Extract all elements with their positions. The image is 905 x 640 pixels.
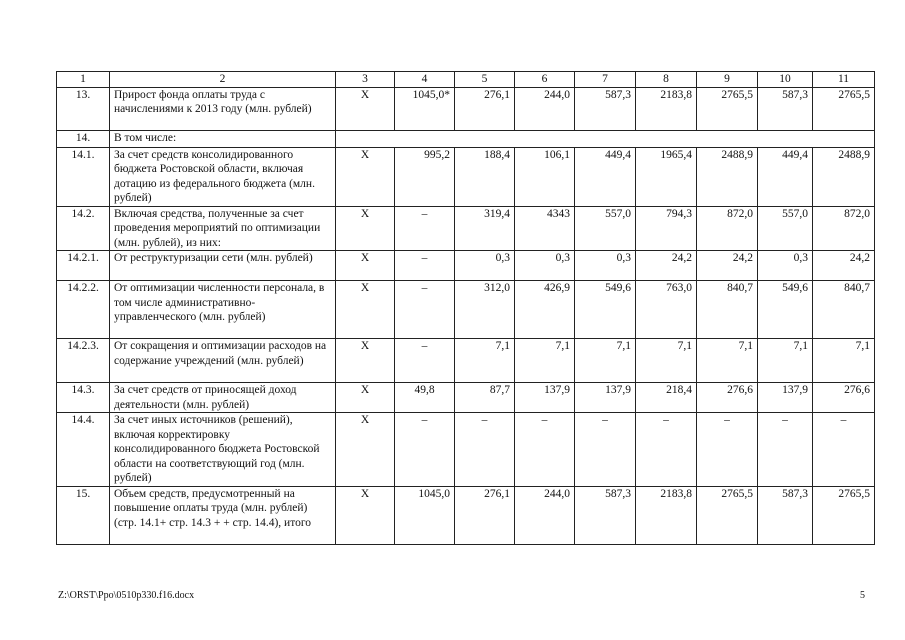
cell: 276,6 — [813, 383, 875, 413]
cell: 244,0 — [515, 87, 575, 130]
cell: 7,1 — [575, 339, 636, 383]
row-number: 14.2.3. — [57, 339, 110, 383]
header-cell: 2 — [110, 72, 336, 88]
cell: 587,3 — [758, 486, 813, 544]
cell: X — [336, 87, 395, 130]
table-row — [57, 87, 875, 130]
cell: 1965,4 — [636, 147, 697, 206]
table-row — [57, 206, 875, 251]
cell: 7,1 — [813, 339, 875, 383]
cell: 449,4 — [575, 147, 636, 206]
cell: 549,6 — [758, 281, 813, 339]
cell: 276,1 — [455, 486, 515, 544]
cell: X — [336, 147, 395, 206]
cell: 87,7 — [455, 383, 515, 413]
cell: 2488,9 — [697, 147, 758, 206]
row-number: 14.2.2. — [57, 281, 110, 339]
table-row — [57, 147, 875, 206]
data-table — [56, 71, 875, 545]
cell: X — [336, 206, 395, 251]
header-cell: 11 — [813, 72, 875, 88]
cell: 557,0 — [575, 206, 636, 251]
cell: 794,3 — [636, 206, 697, 251]
cell: 319,4 — [455, 206, 515, 251]
header-cell: 5 — [455, 72, 515, 88]
cell: X — [336, 413, 395, 487]
cell: – — [455, 413, 515, 487]
cell: 244,0 — [515, 486, 575, 544]
cell: 872,0 — [697, 206, 758, 251]
cell: – — [395, 281, 455, 339]
cell: 218,4 — [636, 383, 697, 413]
cell: 426,9 — [515, 281, 575, 339]
cell: – — [636, 413, 697, 487]
header-cell: 6 — [515, 72, 575, 88]
cell: 49,8 — [395, 383, 455, 413]
cell: 763,0 — [636, 281, 697, 339]
cell: – — [395, 339, 455, 383]
table-row — [57, 383, 875, 413]
table-row — [57, 413, 875, 487]
row-description: За счет средств от приносящей доход деятельности (млн. рублей) — [110, 383, 336, 413]
cell: 7,1 — [758, 339, 813, 383]
footer-page-number: 5 — [860, 590, 865, 601]
header-cell: 8 — [636, 72, 697, 88]
cell: – — [395, 413, 455, 487]
cell: 7,1 — [636, 339, 697, 383]
cell: 2765,5 — [697, 486, 758, 544]
cell: 137,9 — [758, 383, 813, 413]
cell: 24,2 — [636, 251, 697, 281]
header-row — [57, 72, 875, 88]
cell: 840,7 — [697, 281, 758, 339]
row-number: 14.2. — [57, 206, 110, 251]
cell: 0,3 — [575, 251, 636, 281]
header-cell: 4 — [395, 72, 455, 88]
cell: – — [758, 413, 813, 487]
cell: 2765,5 — [813, 87, 875, 130]
cell: 0,3 — [758, 251, 813, 281]
row-number: 14.2.1. — [57, 251, 110, 281]
cell: 2765,5 — [697, 87, 758, 130]
header-cell: 10 — [758, 72, 813, 88]
cell: 7,1 — [455, 339, 515, 383]
cell: 276,6 — [697, 383, 758, 413]
row-description: За счет иных источников (решений), включая корректировку консолидированного бюджета Ростовской области на соответствующий год (млн. рублей) — [110, 413, 336, 487]
cell: 106,1 — [515, 147, 575, 206]
cell: – — [395, 251, 455, 281]
cell: 188,4 — [455, 147, 515, 206]
cell: X — [336, 383, 395, 413]
cell: 2183,8 — [636, 486, 697, 544]
cell: 549,6 — [575, 281, 636, 339]
row-description: От оптимизации численности персонала, в том числе административно-управленческого (млн. рублей) — [110, 281, 336, 339]
footer-file-path: Z:\ORST\Ppo\0510p330.f16.docx — [58, 590, 195, 601]
cell: 137,9 — [575, 383, 636, 413]
header-cell: 7 — [575, 72, 636, 88]
cell: – — [575, 413, 636, 487]
row-description: Объем средств, предусмотренный на повышение оплаты труда (млн. рублей) (стр. 14.1+ стр. 14.3 + + стр. 14.4), итого — [110, 486, 336, 544]
cell: 587,3 — [758, 87, 813, 130]
header-cell: 1 — [57, 72, 110, 88]
header-cell: 9 — [697, 72, 758, 88]
cell: – — [697, 413, 758, 487]
cell: – — [395, 206, 455, 251]
cell: 276,1 — [455, 87, 515, 130]
row-description: Включая средства, полученные за счет проведения мероприятий по оптимизации (млн. рублей), из них: — [110, 206, 336, 251]
row-number: 14.4. — [57, 413, 110, 487]
cell: 4343 — [515, 206, 575, 251]
cell: X — [336, 486, 395, 544]
cell: 0,3 — [515, 251, 575, 281]
row-number: 14.1. — [57, 147, 110, 206]
row-description: От реструктуризации сети (млн. рублей) — [110, 251, 336, 281]
row-number: 13. — [57, 87, 110, 130]
cell: 7,1 — [515, 339, 575, 383]
row-description: Прирост фонда оплаты труда с начислениями к 2013 году (млн. рублей) — [110, 87, 336, 130]
empty-merged-cell — [336, 130, 875, 147]
cell: X — [336, 281, 395, 339]
cell: 312,0 — [455, 281, 515, 339]
cell: X — [336, 251, 395, 281]
cell: 1045,0* — [395, 87, 455, 130]
table-row — [57, 281, 875, 339]
cell: – — [813, 413, 875, 487]
row-number: 14.3. — [57, 383, 110, 413]
cell: 587,3 — [575, 87, 636, 130]
cell: 0,3 — [455, 251, 515, 281]
row-description: За счет средств консолидированного бюджета Ростовской области, включая дотацию из федерального бюджета (млн. рублей) — [110, 147, 336, 206]
cell: 872,0 — [813, 206, 875, 251]
cell: 7,1 — [697, 339, 758, 383]
cell: 557,0 — [758, 206, 813, 251]
cell: 2765,5 — [813, 486, 875, 544]
cell: 24,2 — [697, 251, 758, 281]
header-cell: 3 — [336, 72, 395, 88]
cell: 840,7 — [813, 281, 875, 339]
cell: 137,9 — [515, 383, 575, 413]
row-description: От сокращения и оптимизации расходов на содержание учреждений (млн. рублей) — [110, 339, 336, 383]
table-row — [57, 486, 875, 544]
cell: 2488,9 — [813, 147, 875, 206]
cell: 24,2 — [813, 251, 875, 281]
row-number: 15. — [57, 486, 110, 544]
cell: – — [515, 413, 575, 487]
cell: 995,2 — [395, 147, 455, 206]
table-row — [57, 130, 875, 147]
table-row — [57, 339, 875, 383]
cell: X — [336, 339, 395, 383]
row-description: В том числе: — [110, 130, 336, 147]
table-row — [57, 251, 875, 281]
cell: 587,3 — [575, 486, 636, 544]
row-number: 14. — [57, 130, 110, 147]
cell: 1045,0 — [395, 486, 455, 544]
cell: 449,4 — [758, 147, 813, 206]
cell: 2183,8 — [636, 87, 697, 130]
